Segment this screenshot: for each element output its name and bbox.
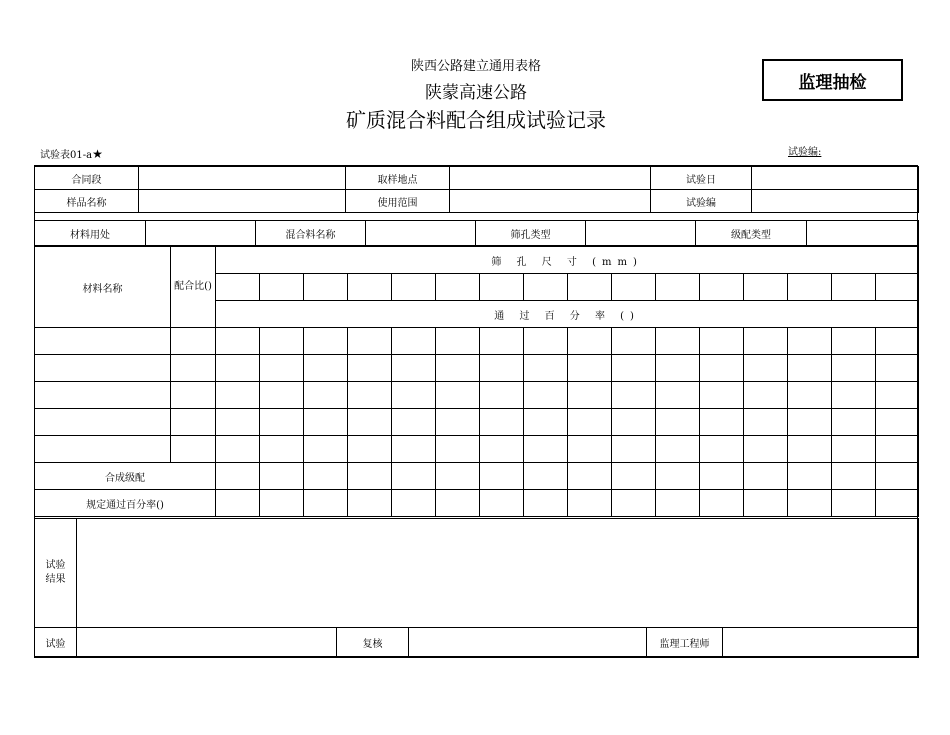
material-name-header: 材料名称 (35, 247, 171, 328)
synthetic-cell[interactable] (304, 463, 348, 490)
pass-cell[interactable] (612, 355, 656, 382)
table-row (35, 409, 919, 436)
pass-cell[interactable] (876, 382, 919, 409)
pass-cell[interactable] (216, 328, 260, 355)
sieve-size-cell[interactable] (260, 274, 304, 301)
pass-cell[interactable] (436, 355, 480, 382)
gradation-type-label: 级配类型 (696, 221, 807, 246)
pass-cell[interactable] (348, 436, 392, 463)
pass-cell[interactable] (832, 382, 876, 409)
pass-cell[interactable] (260, 436, 304, 463)
pass-cell[interactable] (348, 355, 392, 382)
result-table (34, 518, 919, 658)
pass-cell[interactable] (832, 436, 876, 463)
spec-cell[interactable] (480, 490, 524, 517)
synthetic-cell[interactable] (392, 463, 436, 490)
spec-passing-row (35, 490, 919, 517)
synthetic-cell[interactable] (348, 463, 392, 490)
sieve-size-cell[interactable] (876, 274, 919, 301)
spec-cell[interactable] (832, 490, 876, 517)
test-code-field[interactable] (752, 190, 919, 213)
pass-cell[interactable] (788, 382, 832, 409)
test-date-label: 试验日 (651, 167, 752, 190)
pass-cell[interactable] (348, 409, 392, 436)
pass-cell[interactable] (568, 328, 612, 355)
spec-cell[interactable] (656, 490, 700, 517)
form-organization: 陕西公路建立通用表格 (410, 59, 541, 74)
pass-cell[interactable] (436, 409, 480, 436)
pass-cell[interactable] (216, 355, 260, 382)
reviewer-label: 复核 (337, 628, 409, 658)
sieve-size-cell[interactable] (700, 274, 744, 301)
synthetic-cell[interactable] (480, 463, 524, 490)
pass-cell[interactable] (480, 409, 524, 436)
spec-cell[interactable] (392, 490, 436, 517)
pass-cell[interactable] (700, 328, 744, 355)
spec-cell[interactable] (612, 490, 656, 517)
mix-name-label: 混合料名称 (256, 221, 366, 246)
pass-cell[interactable] (568, 436, 612, 463)
pass-cell[interactable] (304, 436, 348, 463)
pass-cell[interactable] (876, 355, 919, 382)
ratio-cell[interactable] (171, 355, 216, 382)
pass-cell[interactable] (436, 382, 480, 409)
synthetic-cell[interactable] (260, 463, 304, 490)
pass-cell[interactable] (788, 355, 832, 382)
pass-cell[interactable] (480, 355, 524, 382)
table-row (35, 436, 919, 463)
pass-cell[interactable] (260, 355, 304, 382)
pass-cell[interactable] (656, 409, 700, 436)
pass-cell[interactable] (612, 328, 656, 355)
pass-cell[interactable] (436, 436, 480, 463)
sieve-size-cell[interactable] (612, 274, 656, 301)
synthetic-gradation-label: 合成级配 (35, 463, 216, 490)
supervisor-label: 监理工程师 (647, 628, 723, 658)
pass-cell[interactable] (788, 328, 832, 355)
pass-cell[interactable] (876, 436, 919, 463)
pass-cell[interactable] (304, 382, 348, 409)
pass-cell[interactable] (216, 409, 260, 436)
sieve-size-header: 筛 孔 尺 寸 (mm) (216, 247, 919, 274)
pass-cell[interactable] (612, 436, 656, 463)
supervisor-field[interactable] (723, 628, 919, 658)
pass-cell[interactable] (788, 436, 832, 463)
spec-cell[interactable] (524, 490, 568, 517)
pass-cell[interactable] (876, 409, 919, 436)
synthetic-cell[interactable] (612, 463, 656, 490)
pass-cell[interactable] (348, 328, 392, 355)
pass-cell[interactable] (260, 382, 304, 409)
ratio-cell[interactable] (171, 409, 216, 436)
usage-scope-label: 使用范围 (346, 190, 450, 213)
sieve-size-cell[interactable] (304, 274, 348, 301)
pass-cell[interactable] (656, 436, 700, 463)
pass-cell[interactable] (480, 382, 524, 409)
spec-cell[interactable] (436, 490, 480, 517)
pass-cell[interactable] (568, 382, 612, 409)
material-info-table (34, 220, 919, 246)
synthetic-cell[interactable] (744, 463, 788, 490)
pass-cell[interactable] (304, 355, 348, 382)
pass-cell[interactable] (260, 328, 304, 355)
gradation-type-field[interactable] (807, 221, 919, 246)
synthetic-cell[interactable] (524, 463, 568, 490)
synthetic-cell[interactable] (700, 463, 744, 490)
pass-cell[interactable] (524, 436, 568, 463)
contract-label: 合同段 (35, 167, 139, 190)
usage-scope-field[interactable] (450, 190, 651, 213)
sieve-size-cell[interactable] (480, 274, 524, 301)
pass-cell[interactable] (656, 355, 700, 382)
sieve-size-cell[interactable] (832, 274, 876, 301)
sieve-size-cell[interactable] (568, 274, 612, 301)
sieve-size-cell[interactable] (524, 274, 568, 301)
pass-cell[interactable] (832, 409, 876, 436)
pass-cell[interactable] (392, 409, 436, 436)
test-result-label: 试验结果 (35, 519, 77, 628)
pass-cell[interactable] (392, 355, 436, 382)
sieve-type-label: 筛孔类型 (476, 221, 586, 246)
contract-field[interactable] (139, 167, 346, 190)
sieve-size-cell[interactable] (656, 274, 700, 301)
spec-cell[interactable] (744, 490, 788, 517)
ratio-cell[interactable] (171, 436, 216, 463)
sample-name-field[interactable] (139, 190, 346, 213)
pass-cell[interactable] (304, 328, 348, 355)
pass-cell[interactable] (392, 328, 436, 355)
star-icon: ★ (92, 147, 103, 161)
sieve-size-cell[interactable] (744, 274, 788, 301)
test-result-field[interactable] (77, 519, 919, 628)
form-title: 矿质混合料配合组成试验记录 (346, 108, 606, 132)
pass-cell[interactable] (744, 382, 788, 409)
pass-cell[interactable] (700, 382, 744, 409)
spec-cell[interactable] (876, 490, 919, 517)
table-row (35, 355, 919, 382)
spec-cell[interactable] (304, 490, 348, 517)
material-use-label: 材料用处 (35, 221, 146, 246)
synthetic-cell[interactable] (656, 463, 700, 490)
synthetic-gradation-row (35, 463, 919, 490)
tester-label: 试验 (35, 628, 77, 658)
pass-cell[interactable] (700, 355, 744, 382)
spec-cell[interactable] (348, 490, 392, 517)
synthetic-cell[interactable] (832, 463, 876, 490)
pass-cell[interactable] (260, 409, 304, 436)
info-table (34, 166, 919, 213)
synthetic-cell[interactable] (568, 463, 612, 490)
spec-cell[interactable] (788, 490, 832, 517)
sieve-type-field[interactable] (586, 221, 696, 246)
material-name-cell[interactable] (35, 409, 171, 436)
pass-cell[interactable] (656, 382, 700, 409)
spec-cell[interactable] (700, 490, 744, 517)
pass-cell[interactable] (524, 409, 568, 436)
pass-cell[interactable] (788, 409, 832, 436)
pass-cell[interactable] (832, 328, 876, 355)
test-code-label: 试验编 (651, 190, 752, 213)
pass-cell[interactable] (524, 328, 568, 355)
pass-cell[interactable] (656, 328, 700, 355)
pass-cell[interactable] (744, 409, 788, 436)
material-name-cell[interactable] (35, 382, 171, 409)
pass-cell[interactable] (216, 382, 260, 409)
synthetic-cell[interactable] (436, 463, 480, 490)
pass-cell[interactable] (876, 328, 919, 355)
sieve-size-cell[interactable] (392, 274, 436, 301)
pass-cell[interactable] (700, 409, 744, 436)
synthetic-cell[interactable] (788, 463, 832, 490)
pass-cell[interactable] (612, 409, 656, 436)
material-name-cell[interactable] (35, 355, 171, 382)
tester-field[interactable] (77, 628, 337, 658)
test-number-label: 试验编: (788, 147, 822, 158)
test-date-field[interactable] (752, 167, 919, 190)
pass-cell[interactable] (700, 436, 744, 463)
synthetic-cell[interactable] (876, 463, 919, 490)
spec-passing-label: 规定通过百分率() (35, 490, 216, 517)
pass-cell[interactable] (612, 382, 656, 409)
pass-cell[interactable] (744, 436, 788, 463)
sieve-grid-table (34, 246, 919, 517)
mix-name-field[interactable] (366, 221, 476, 246)
pass-cell[interactable] (216, 436, 260, 463)
spec-cell[interactable] (216, 490, 260, 517)
pass-cell[interactable] (392, 382, 436, 409)
sieve-size-cell[interactable] (216, 274, 260, 301)
material-name-cell[interactable] (35, 436, 171, 463)
pass-cell[interactable] (568, 409, 612, 436)
sample-name-label: 样品名称 (35, 190, 139, 213)
pass-cell[interactable] (304, 409, 348, 436)
pass-cell[interactable] (744, 328, 788, 355)
sieve-size-cell[interactable] (348, 274, 392, 301)
table-row (35, 328, 919, 355)
supervision-stamp: 监理抽检 (762, 59, 903, 101)
pass-cell[interactable] (524, 382, 568, 409)
pass-cell[interactable] (832, 355, 876, 382)
reviewer-field[interactable] (409, 628, 647, 658)
pass-cell[interactable] (480, 328, 524, 355)
material-name-cell[interactable] (35, 328, 171, 355)
project-name: 陕蒙高速公路 (425, 83, 527, 103)
sampling-location-field[interactable] (450, 167, 651, 190)
pass-cell[interactable] (348, 382, 392, 409)
pass-cell[interactable] (392, 436, 436, 463)
form-code-text: 试验表01-a (40, 150, 93, 161)
synthetic-cell[interactable] (216, 463, 260, 490)
ratio-cell[interactable] (171, 382, 216, 409)
pass-percent-header: 通 过 百 分 率 () (216, 301, 919, 328)
sampling-location-label: 取样地点 (346, 167, 450, 190)
material-use-field[interactable] (146, 221, 256, 246)
pass-cell[interactable] (524, 355, 568, 382)
spec-cell[interactable] (260, 490, 304, 517)
table-row (35, 382, 919, 409)
pass-cell[interactable] (568, 355, 612, 382)
pass-cell[interactable] (480, 436, 524, 463)
ratio-cell[interactable] (171, 328, 216, 355)
pass-cell[interactable] (744, 355, 788, 382)
form-code (40, 146, 103, 161)
sieve-size-cell[interactable] (436, 274, 480, 301)
mix-ratio-header: 配合比() (171, 247, 216, 328)
spec-cell[interactable] (568, 490, 612, 517)
sieve-size-cell[interactable] (788, 274, 832, 301)
pass-cell[interactable] (436, 328, 480, 355)
